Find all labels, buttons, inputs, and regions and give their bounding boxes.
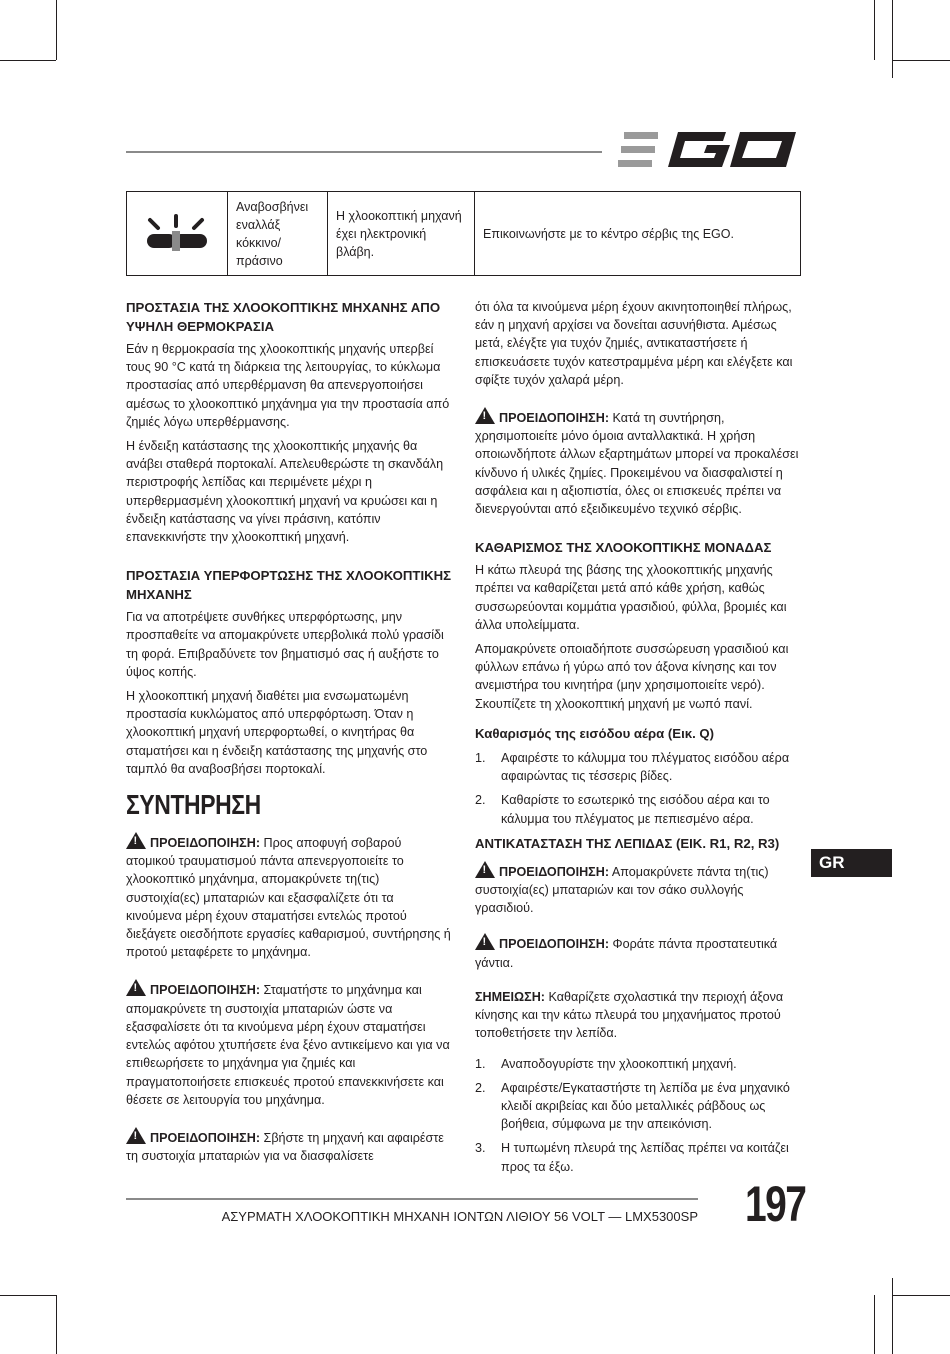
crop-mark (892, 60, 950, 61)
warning-block (475, 933, 801, 971)
warning-text: Κατά τη συντήρηση, χρησιμοποιείτε μόνο όμοια ανταλλακτικά. Η χρήση οποιωνδήποτε άλλων εξαρτημάτων μπορεί να προκαλέσει κίνδυνο ή υλικές ζημίες. Προκειμένου να διασφαλιστεί η ασφάλεια και η αξιοπιστία, όλες οι επισκευές πρέπει να διενεργούνται από εξειδικευμένο τεχνικό σέρβις. (475, 411, 799, 517)
language-tab: GR (811, 849, 892, 877)
warning-label: ΠΡΟΕΙΔΟΠΟΙΗΣΗ: (499, 937, 610, 952)
warning-icon (126, 979, 146, 996)
page-number: 197 (745, 1176, 806, 1232)
warning-block (475, 407, 801, 518)
list-item: 2. Καθαρίστε το εσωτερικό της εισόδου αέρα και το κάλυμμα του πλέγματος με πεπιεσμένο αέρα. (475, 793, 770, 826)
warning-text: Απομακρύνετε πάντα τη(τις) συστοιχία(ες) μπαταριών και τον σάκο συλλογής γρασιδιού. (475, 864, 769, 916)
list-item: 3. Η τυπωμένη πλευρά της λεπίδας πρέπει να κοιτάζει προς τα έξω. (475, 1141, 789, 1174)
warning-icon (475, 933, 495, 950)
crop-mark (874, 1295, 875, 1354)
right-column (475, 298, 801, 1182)
list-item: 2. Αφαιρέστε/Εγκαταστήστε τη λεπίδα με ένα μηχανικό κλειδί ακριβείας και δύο μεταλλικές ράβδους ως βοήθεια, σύμφωνα με την απεικόνιση. (475, 1080, 790, 1132)
cause-cell: Η χλοοκοπτική μηχανή έχει ηλεκτρονική βλάβη. (328, 192, 475, 275)
crop-mark (0, 1295, 56, 1296)
paragraph: Η χλοοκοπτική μηχανή διαθέτει μια ενσωματωμένη προστασία κυκλώματος από υπερφόρτωση. Όταν η χλοοκοπτική μηχανή υπερφορτωθεί, ο κινητήρας θα σταματήσει και η ένδειξη κατάστασης της μηχανής στο ταμπλό θα αναβοσβήσει πορτοκαλί. (126, 689, 428, 776)
troubleshooting-table (126, 191, 801, 276)
warning-text: Σταματήστε το μηχάνημα και απομακρύνετε τη συστοιχία μπαταριών ώστε να εξασφαλίσετε ότι τα κινούμενα μέρη έχουν σταματήσει εντελώς αφότου χτυπήσετε ένα ξένο αντικείμενο και για να επιθεωρήσετε το μηχάνημα για ζημιές και πραγματοποιήσετε επισκευές προτού επανεκκινήσετε και θέσετε σε λειτουργία του μηχάνημα. (126, 983, 450, 1107)
blade-steps (475, 1055, 801, 1176)
warning-text: Φοράτε πάντα προστατευτικά γάντια. (475, 937, 778, 970)
warning-label: ΠΡΟΕΙΔΟΠΟΙΗΣΗ: (499, 864, 610, 879)
indicator-cell (127, 192, 228, 275)
list-item: 1. Αναποδογυρίστε την χλοοκοπτική μηχανή. (475, 1056, 737, 1071)
footer-rule (126, 1198, 698, 1200)
header-rule (126, 151, 602, 153)
warning-block (126, 832, 452, 961)
note-block (475, 988, 801, 1043)
warning-icon (126, 832, 146, 849)
warning-icon (475, 861, 495, 878)
note-text: Καθαρίζετε σχολαστικά την περιοχή άξονα κίνησης και την κάτω πλευρά του μηχανήματος προτού τοποθετήσετε την λεπίδα. (475, 989, 784, 1041)
heading-blade-replacement: ΑΝΤΙΚΑΤΑΣΤΑΣΗ ΤΗΣ ΛΕΠΙΔΑΣ (ΕΙΚ. R1, R2, R3) (475, 835, 780, 851)
warning-block (475, 861, 801, 918)
crop-mark (874, 0, 875, 60)
paragraph: Εάν η θερμοκρασία της χλοοκοπτικής μηχανής υπερβεί τους 90 °C κατά τη διάρκεια της λειτουργίας, το κύκλωμα προστασίας από υπερθέρμανση θα απενεργοποιήσει αμέσως το χλοοκοπτικό μηχάνημα για την προστασία από ζημιές λόγω υπερθέρμανσης. (126, 342, 450, 429)
paragraph: Η κάτω πλευρά της βάσης της χλοοκοπτικής μηχανής πρέπει να καθαρίζεται μετά από κάθε χρήση, καθώς συσσωρεύονται κομμάτια γρασιδιού, φύλλα, βρομιές και άλλα υπολείμματα. (475, 563, 787, 632)
heading-cleaning: ΚΑΘΑΡΙΣΜΟΣ ΤΗΣ ΧΛΟΟΚΟΠΤΙΚΗΣ ΜΟΝΑΔΑΣ (475, 540, 772, 556)
heading-overload: ΠΡΟΣΤΑΣΙΑ ΥΠΕΡΦΟΡΤΩΣΗΣ ΤΗΣ ΧΛΟΟΚΟΠΤΙΚΗΣ ΜΗΧΑΝΗΣ (126, 568, 452, 603)
solution-cell: Επικοινωνήστε με το κέντρο σέρβις της EGO. (483, 226, 734, 241)
warning-label: ΠΡΟΕΙΔΟΠΟΙΗΣΗ: (499, 411, 610, 426)
status-indicator-icon (142, 214, 212, 254)
paragraph: Η ένδειξη κατάστασης της χλοοκοπτικής μηχανής θα ανάβει σταθερά πορτοκαλί. Απελευθερώστε τη σκανδάλη περιστροφής λεπίδας και περιμένετε μέχρι η υπερθερμασμένη χλοοκοπτική μηχανή να κρυώσει και η ένδειξη κατάστασης να γίνει πράσινη, κατόπιν επανεκκινήστε την χλοοκοπτική μηχανή. (126, 439, 444, 545)
list-item: 1. Αφαιρέστε το κάλυμμα του πλέγματος εισόδου αέρα αφαιρώντας τις τέσσερις βίδες. (475, 751, 790, 784)
crop-mark (892, 0, 893, 78)
paragraph: ότι όλα τα κινούμενα μέρη έχουν ακινητοποιηθεί πλήρως, εάν η μηχανή αρχίσει να δονείται ασυνήθιστα. Αμέσως μετά, ελέγξτε για τυχόν ζημιές, αντικαταστήσετε ή επισκευάσετε τυχόν κατεστραμμένα μέρη και ελέγξετε και σφίξτε τυχόν χαλαρά μέρη. (475, 300, 793, 387)
subheading-air-intake: Καθαρισμός της εισόδου αέρα (Εικ. Q) (475, 725, 715, 741)
crop-mark (56, 0, 57, 60)
warning-label: ΠΡΟΕΙΔΟΠΟΙΗΣΗ: (150, 836, 261, 851)
crop-mark (892, 1278, 893, 1354)
warning-label: ΠΡΟΕΙΔΟΠΟΙΗΣΗ: (150, 1130, 261, 1145)
crop-mark (56, 1295, 57, 1354)
crop-mark (0, 60, 56, 61)
warning-text: Προς αποφυγή σοβαρού ατομικού τραυματισμού πάντα απενεργοποιείτε το χλοοκοπτικό μηχάνημα, απομακρύνετε τη(τις) συστοιχία(ες) μπαταριών και εξασφαλίζετε ότι τα κινούμενα μέρη έχουν σταματήσει εντελώς προτού διεξάγετε οιεσδήποτε εργασίες καθαρισμού, συντήρησης ή προτού μεταφέρετε το μηχάνημα. (126, 836, 451, 960)
paragraph: Απομακρύνετε οποιαδήποτε συσσώρευση γρασιδιού και φύλλων επάνω ή γύρω από τον άξονα κίνησης και τον ανεμιστήρα του κινητήρα (μην χρησιμοποιείτε νερό). Σκουπίζετε τη χλοοκοπτική μηχανή με νωπό πανί. (475, 642, 789, 711)
ego-logo (618, 128, 800, 172)
warning-text: Σβήστε τη μηχανή και αφαιρέστε τη συστοιχία μπαταριών για να διασφαλίσετε (126, 1130, 444, 1164)
warning-block (126, 1127, 452, 1165)
warning-label: ΠΡΟΕΙΔΟΠΟΙΗΣΗ: (150, 983, 261, 998)
status-cell: Αναβοσβήνει εναλλάξ κόκκινο/ πράσινο (228, 192, 328, 275)
section-title-maintenance: ΣΥΝΤΗΡΗΣΗ (126, 789, 261, 821)
footer-title: ΑΣΥΡΜΑΤΗ ΧΛΟΟΚΟΠΤΙΚΗ ΜΗΧΑΝΗ ΙΟΝΤΩΝ ΛΙΘΙΟΥ 56 VOLT — LMX5300SP (221, 1209, 698, 1224)
crop-mark (892, 1295, 950, 1296)
warning-block (126, 979, 452, 1108)
heading-overheat: ΠΡΟΣΤΑΣΙΑ ΤΗΣ ΧΛΟΟΚΟΠΤΙΚΗΣ ΜΗΧΑΝΗΣ ΑΠΟ ΥΨΗΛΗ ΘΕΡΜΟΚΡΑΣΙΑ (126, 300, 441, 334)
paragraph: Για να αποτρέψετε συνθήκες υπερφόρτωσης, μην προσπαθείτε να απομακρύνετε υπερβολικά πολύ γρασίδι τη φορά. Επιβραδύνετε τον βηματισμό σας ή αυξήστε το ύψος κοπής. (126, 610, 444, 679)
air-intake-steps (475, 749, 801, 828)
note-label: ΣΗΜΕΙΩΣΗ: (475, 989, 545, 1004)
left-column (126, 298, 452, 1171)
warning-icon (126, 1127, 146, 1144)
warning-icon (475, 407, 495, 424)
